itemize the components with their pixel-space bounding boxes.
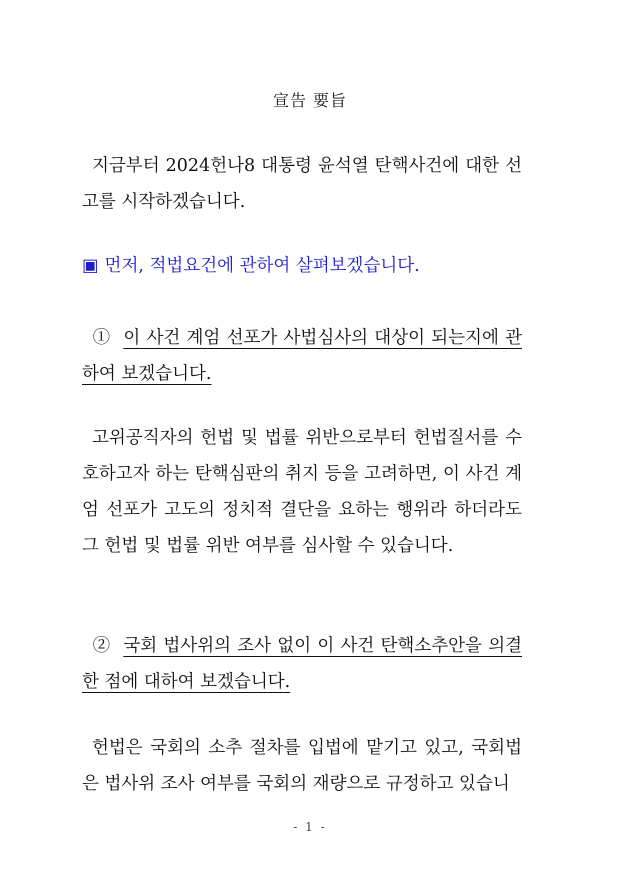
square-bullet-icon: ▣ [82,256,99,276]
intro-text: 지금부터 2024헌나8 대통령 윤석열 탄핵사건에 대한 선고를 시작하겠습니다. [82,156,522,212]
section-1-heading-text: 이 사건 계엄 선포가 사법심사의 대상이 되는지에 관하여 보겠습니다. [82,328,522,384]
section-2-heading-text: 국회 법사위의 조사 없이 이 사건 탄핵소추안을 의결한 점에 대하여 보겠습니다. [82,636,522,692]
section-1-body-text: 고위공직자의 헌법 및 법률 위반으로부터 헌법질서를 수호하고자 하는 탄핵심판의 취지 등을 고려하면, 이 사건 계엄 선포가 고도의 정치적 결단을 요하는 행위라 하더라도 그 헌법 및 법률 위반 여부를 심사할 수 있습니다. [82,428,522,556]
section-2-body [82,730,522,802]
section-1-heading [82,320,522,392]
intro-paragraph [82,148,522,220]
page-number: - 1 - [293,820,327,834]
section-1-body [82,420,522,564]
section-2-body-text: 헌법은 국회의 소추 절차를 입법에 맡기고 있고, 국회법은 법사위 조사 여부를 국회의 재량으로 규정하고 있습니 [82,738,522,794]
section-2-number: ② [92,636,111,656]
document-title: 宣告 要旨 [272,91,348,110]
admissibility-intro-text: 먼저, 적법요건에 관하여 살펴보겠습니다. [104,256,420,276]
section-2-heading [82,628,522,700]
section-1-number: ① [92,328,111,348]
admissibility-intro [82,248,522,284]
